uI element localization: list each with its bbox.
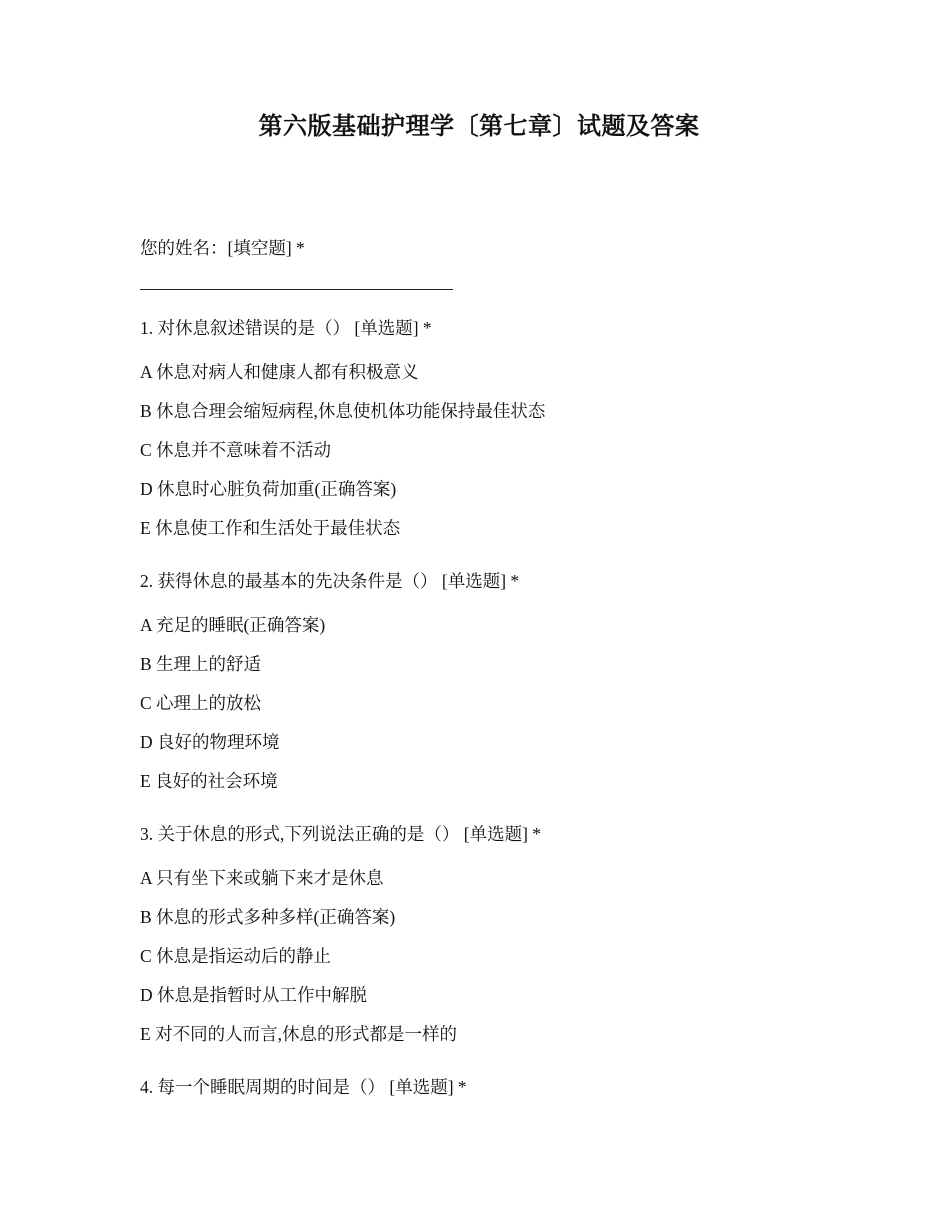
question-1-option-c: C 休息并不意味着不活动	[140, 440, 332, 460]
question-2-option-c: C 心理上的放松	[140, 693, 262, 713]
question-3-option-d: D 休息是指暂时从工作中解脱	[140, 985, 368, 1005]
question-1-option-b: B 休息合理会缩短病程,休息使机体功能保持最佳状态	[140, 401, 546, 421]
question-4-stem: 4. 每一个睡眠周期的时间是（） [单选题] *	[140, 1077, 467, 1097]
question-3-option-a: A 只有坐下来或躺下来才是休息	[140, 868, 384, 888]
question-3-stem: 3. 关于休息的形式,下列说法正确的是（） [单选题] *	[140, 824, 542, 844]
question-3-option-c: C 休息是指运动后的静止	[140, 946, 332, 966]
name-prompt: 您的姓名：[填空题] *	[140, 238, 305, 258]
question-2-option-b: B 生理上的舒适	[140, 654, 262, 674]
page-title: 第六版基础护理学〔第七章〕试题及答案	[258, 114, 700, 140]
question-1-option-e: E 休息使工作和生活处于最佳状态	[140, 518, 401, 538]
question-3-option-b: B 休息的形式多种多样(正确答案)	[140, 907, 396, 927]
question-2-option-e: E 良好的社会环境	[140, 771, 278, 791]
question-2-stem: 2. 获得休息的最基本的先决条件是（） [单选题] *	[140, 571, 520, 591]
question-2-option-d: D 良好的物理环境	[140, 732, 280, 752]
question-1-option-d: D 休息时心脏负荷加重(正确答案)	[140, 479, 397, 499]
name-blank-line	[140, 289, 453, 290]
question-1-stem: 1. 对休息叙述错误的是（） [单选题] *	[140, 318, 432, 338]
question-2-option-a: A 充足的睡眠(正确答案)	[140, 615, 326, 635]
question-3-option-e: E 对不同的人而言,休息的形式都是一样的	[140, 1024, 457, 1044]
question-1-option-a: A 休息对病人和健康人都有积极意义	[140, 362, 419, 382]
